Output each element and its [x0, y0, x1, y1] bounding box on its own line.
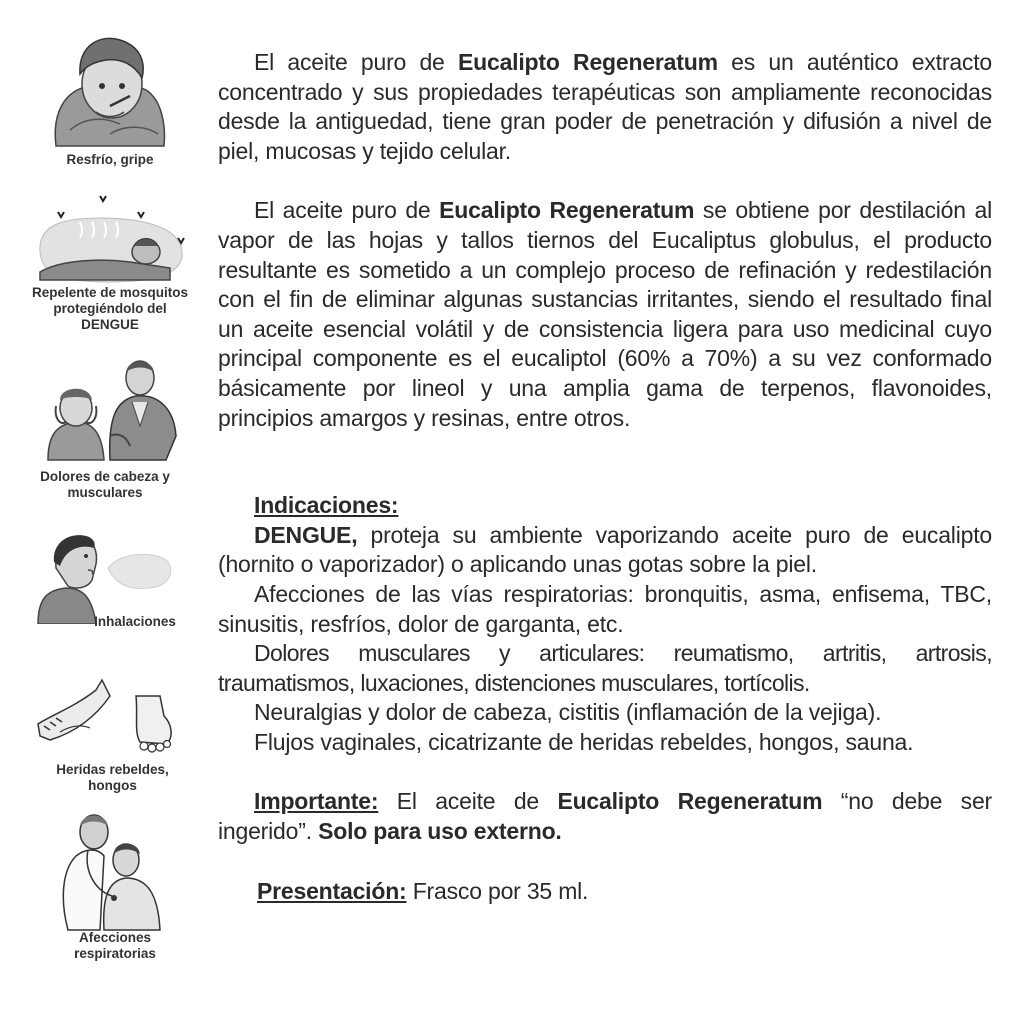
p2-text-a: El aceite puro de	[254, 197, 440, 224]
caption-dolores	[25, 469, 185, 501]
wounds-icon	[36, 676, 178, 756]
indicacion-item: Neuralgias y dolor de cabeza, cistitis (inflamación de la vejiga).	[254, 699, 882, 726]
p1-text-b: es un auténtico extracto concentrado y sus propiedades terapéuticas son ampliamente reconocidas desde la antiguedad, tiene gran poder de penetración y difusión a nivel de piel, mucosas y tejido celular.	[218, 49, 993, 164]
caption-afecciones	[35, 930, 195, 962]
presentacion-text: Frasco por 35 ml.	[406, 877, 589, 904]
caption-heridas-line-1: Heridas rebeldes,	[56, 762, 169, 777]
paragraph-intro	[218, 48, 992, 166]
caption-repelente-line-1: Repelente de mosquitos	[31, 285, 189, 300]
p2-text-b: se obtiene por destilación al vapor de las hojas y tallos tiernos del Eucaliptus globulus, el producto resultante es sometido a un complejo proceso de refinación y redestilación con el fin de eliminar algunas sustancias irritantes, siendo el resultado final un aceite esencial volátil y de consistencia ligera para uso medicinal cuyo principal componente es el eucaliptol (60% a 70%) a su vez conformado básicamente por lineol y una amplia gama de terpenos, flavonoides, principios amargos y resinas, entre otros.	[218, 197, 992, 431]
indicacion-dengue	[218, 521, 992, 580]
brand-name: Eucalipto Regeneratum	[439, 197, 695, 224]
presentacion-note	[218, 877, 992, 907]
brand-name: Eucalipto Regeneratum	[557, 788, 823, 815]
presentacion-heading: Presentación:	[257, 877, 407, 904]
caption-repelente-line-3: DENGUE	[81, 317, 139, 332]
indicacion-item: Dolores musculares y articulares: reumatismo, artritis, artrosis, traumatismos, luxaciones, distenciones musculares, tortícolis.	[218, 640, 992, 696]
indicaciones-heading-text: Indicaciones:	[254, 492, 399, 519]
dengue-text: proteja su ambiente vaporizando aceite puro de eucalipto (hornito o vaporizador) o aplicando unas gotas sobre la piel.	[218, 521, 992, 578]
indicacion-item: Flujos vaginales, cicatrizante de heridas rebeldes, hongos, sauna.	[254, 728, 914, 755]
caption-dolores-line-1: Dolores de cabeza y	[40, 469, 170, 484]
importante-text-a: El aceite de	[378, 788, 558, 815]
importante-heading: Importante:	[254, 788, 379, 815]
caption-inhalaciones: Inhalaciones	[94, 614, 176, 629]
mosquito-repellent-icon	[30, 192, 190, 286]
indicaciones-heading	[218, 491, 992, 521]
dengue-label: DENGUE,	[254, 521, 358, 548]
sick-child-icon	[50, 34, 168, 150]
paragraph-process	[218, 196, 992, 433]
caption-repelente-line-2: protegiéndolo del	[53, 301, 167, 316]
main-text	[218, 48, 992, 906]
p1-text-a: El aceite puro de	[254, 49, 458, 75]
caption-afecciones-line-1: Afecciones	[78, 930, 152, 945]
importante-note	[218, 787, 992, 846]
inhalation-icon	[36, 528, 176, 624]
illustration-sidebar	[0, 0, 210, 1024]
brand-name: Eucalipto Regeneratum	[457, 49, 718, 75]
caption-resfrio: Resfrío, gripe	[66, 152, 154, 167]
caption-repelente	[20, 285, 200, 333]
external-use-warning: Solo para uso externo.	[318, 818, 562, 845]
headache-icon	[46, 356, 182, 462]
importante-text-b: “no debe ser ingerido”.	[218, 788, 993, 845]
indicacion-item: Afecciones de las vías respiratorias: bronquitis, asma, enfisema, TBC, sinusitis, resfríos, dolor de garganta, etc.	[218, 580, 992, 637]
caption-afecciones-line-2: respiratorias	[74, 946, 156, 961]
respiratory-exam-icon	[54, 810, 162, 932]
caption-dolores-line-2: musculares	[67, 485, 143, 500]
caption-heridas	[25, 762, 200, 794]
caption-heridas-line-2: hongos	[88, 778, 137, 793]
